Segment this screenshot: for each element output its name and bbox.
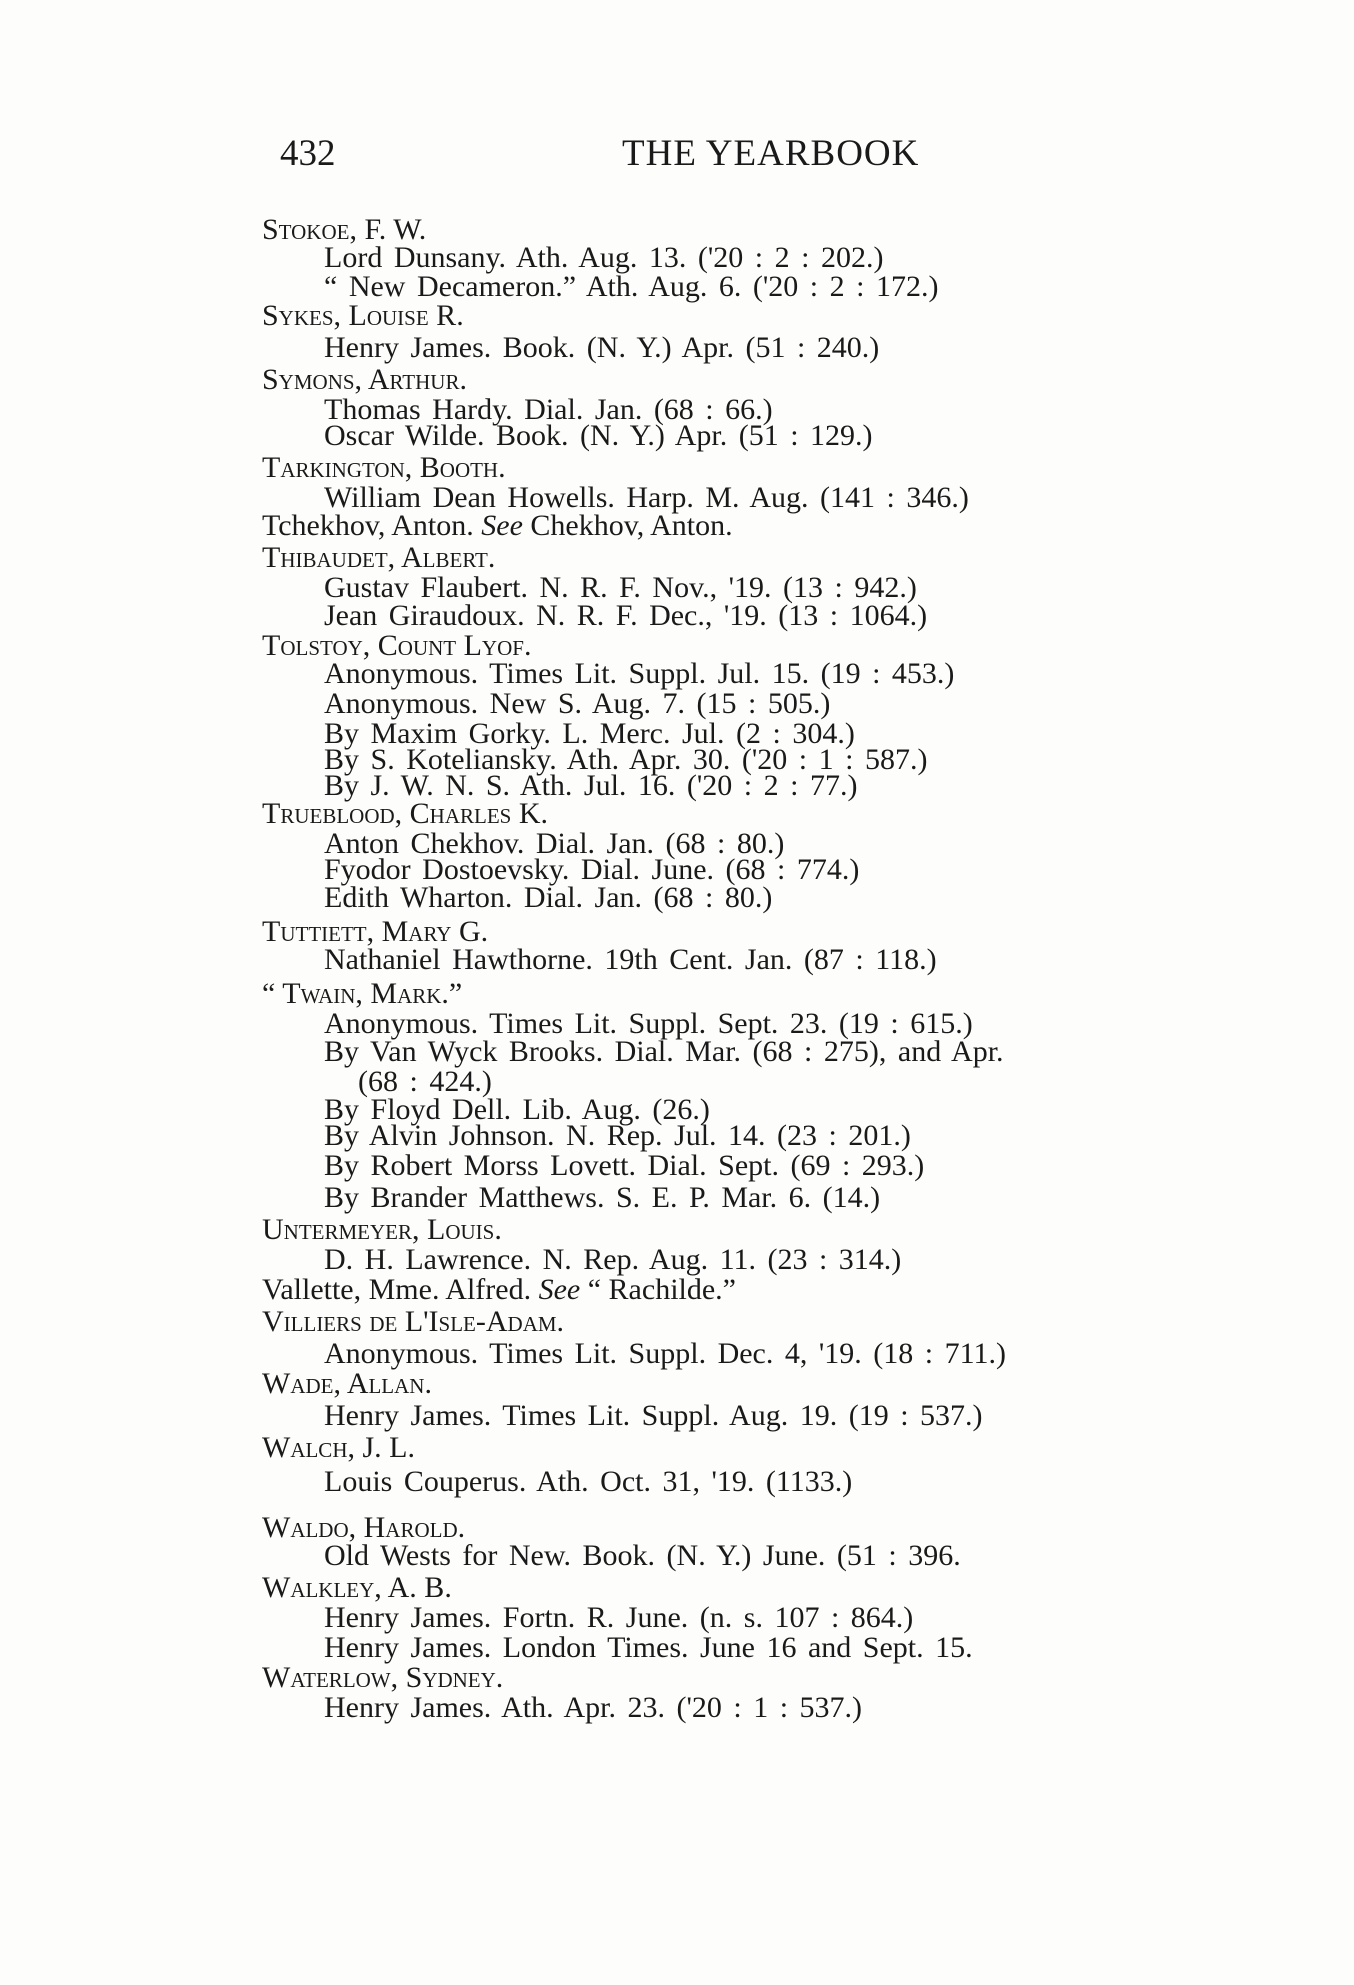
reference-line: Louis Couperus. Ath. Oct. 31, '19. (1133.) bbox=[324, 1465, 853, 1498]
author-heading bbox=[262, 1367, 432, 1400]
author-name: Walch, J. L. bbox=[262, 1431, 415, 1464]
reference-line: Henry James. Ath. Apr. 23. ('20 : 1 : 537.) bbox=[324, 1691, 863, 1724]
author-name: Symons, Arthur. bbox=[262, 363, 467, 396]
see-reference-label: See bbox=[538, 1273, 581, 1306]
reference-line: By Van Wyck Brooks. Dial. Mar. (68 : 275), and Apr. bbox=[324, 1035, 1004, 1068]
author-heading bbox=[262, 1213, 502, 1246]
author-name: Vallette, Mme. Alfred. bbox=[262, 1273, 532, 1306]
author-name: Tolstoy, Count Lyof. bbox=[262, 629, 532, 662]
author-heading bbox=[262, 797, 548, 830]
reference-line: By Robert Morss Lovett. Dial. Sept. (69 : 293.) bbox=[324, 1149, 925, 1182]
author-name: Untermeyer, Louis. bbox=[262, 1213, 502, 1246]
reference-line: Henry James. Fortn. R. June. (n. s. 107 : 864.) bbox=[324, 1601, 914, 1634]
author-name: Tchekhov, Anton. bbox=[262, 509, 474, 542]
reference-line: Edith Wharton. Dial. Jan. (68 : 80.) bbox=[324, 881, 773, 914]
reference-line: Anonymous. Times Lit. Suppl. Sept. 23. (19 : 615.) bbox=[324, 1007, 973, 1040]
running-title: THE YEARBOOK bbox=[622, 133, 920, 174]
reference-line: William Dean Howells. Harp. M. Aug. (141 : 346.) bbox=[324, 481, 969, 514]
author-name: Waterlow, Sydney. bbox=[262, 1661, 504, 1694]
reference-line: By S. Koteliansky. Ath. Apr. 30. ('20 : 1 : 587.) bbox=[324, 743, 928, 776]
reference-line: By Brander Matthews. S. E. P. Mar. 6. (14.) bbox=[324, 1181, 881, 1214]
reference-line: Henry James. Times Lit. Suppl. Aug. 19. (19 : 537.) bbox=[324, 1399, 983, 1432]
reference-line: Nathaniel Hawthorne. 19th Cent. Jan. (87 : 118.) bbox=[324, 943, 937, 976]
reference-line: Anonymous. New S. Aug. 7. (15 : 505.) bbox=[324, 687, 831, 720]
author-name: Tarkington, Booth. bbox=[262, 451, 506, 484]
reference-line: Henry James. London Times. June 16 and Sept. 15. bbox=[324, 1631, 973, 1664]
author-heading bbox=[262, 541, 495, 574]
reference-line: By Alvin Johnson. N. Rep. Jul. 14. (23 : 201.) bbox=[324, 1119, 911, 1152]
see-reference-target: “ Rachilde.” bbox=[580, 1273, 736, 1306]
author-heading bbox=[262, 363, 467, 396]
author-name: Tuttiett, Mary G. bbox=[262, 915, 489, 948]
author-heading bbox=[262, 1273, 736, 1306]
author-name: “ Twain, Mark.” bbox=[262, 977, 463, 1010]
reference-line: Lord Dunsany. Ath. Aug. 13. ('20 : 2 : 202.) bbox=[324, 241, 884, 274]
reference-line: Anonymous. Times Lit. Suppl. Dec. 4, '19. (18 : 711.) bbox=[324, 1337, 1006, 1370]
author-heading bbox=[262, 1661, 503, 1694]
reference-line: Old Wests for New. Book. (N. Y.) June. (51 : 396. bbox=[324, 1539, 961, 1572]
reference-line: Fyodor Dostoevsky. Dial. June. (68 : 774.) bbox=[324, 853, 860, 886]
reference-continuation: (68 : 424.) bbox=[358, 1065, 492, 1098]
author-name: Wade, Allan. bbox=[262, 1367, 432, 1400]
author-heading bbox=[262, 451, 506, 484]
reference-line: Jean Giraudoux. N. R. F. Dec., '19. (13 : 1064.) bbox=[324, 599, 928, 632]
author-name: Waldo, Harold. bbox=[262, 1511, 466, 1544]
reference-line: Gustav Flaubert. N. R. F. Nov., '19. (13 : 942.) bbox=[324, 571, 917, 604]
reference-line: By J. W. N. S. Ath. Jul. 16. ('20 : 2 : 77.) bbox=[324, 769, 858, 802]
reference-line: “ New Decameron.” Ath. Aug. 6. ('20 : 2 : 172.) bbox=[324, 270, 939, 303]
reference-line: By Maxim Gorky. L. Merc. Jul. (2 : 304.) bbox=[324, 717, 855, 750]
reference-line: Oscar Wilde. Book. (N. Y.) Apr. (51 : 129.) bbox=[324, 419, 873, 452]
reference-line: Anonymous. Times Lit. Suppl. Jul. 15. (19 : 453.) bbox=[324, 657, 955, 690]
see-reference-target: Chekhov, Anton. bbox=[522, 509, 733, 542]
reference-line: Henry James. Book. (N. Y.) Apr. (51 : 240.) bbox=[324, 331, 880, 364]
author-name: Villiers de L'Isle-Adam. bbox=[262, 1305, 565, 1338]
author-name: Trueblood, Charles K. bbox=[262, 797, 549, 830]
author-heading bbox=[262, 1305, 564, 1338]
author-name: Sykes, Louise R. bbox=[262, 299, 464, 332]
running-header bbox=[280, 132, 1180, 182]
reference-line: Anton Chekhov. Dial. Jan. (68 : 80.) bbox=[324, 827, 785, 860]
author-heading bbox=[262, 977, 462, 1010]
reference-line: By Floyd Dell. Lib. Aug. (26.) bbox=[324, 1093, 710, 1126]
see-reference-label: See bbox=[481, 509, 523, 542]
reference-line: Thomas Hardy. Dial. Jan. (68 : 66.) bbox=[324, 393, 773, 426]
author-name: Thibaudet, Albert. bbox=[262, 541, 496, 574]
reference-line: D. H. Lawrence. N. Rep. Aug. 11. (23 : 314.) bbox=[324, 1243, 902, 1276]
author-name: Stokoe, F. W. bbox=[262, 213, 427, 246]
author-heading bbox=[262, 509, 733, 542]
author-heading bbox=[262, 299, 464, 332]
author-name: Walkley, A. B. bbox=[262, 1571, 452, 1604]
page-number: 432 bbox=[280, 133, 336, 174]
author-heading bbox=[262, 1571, 452, 1604]
author-heading bbox=[262, 1431, 415, 1464]
